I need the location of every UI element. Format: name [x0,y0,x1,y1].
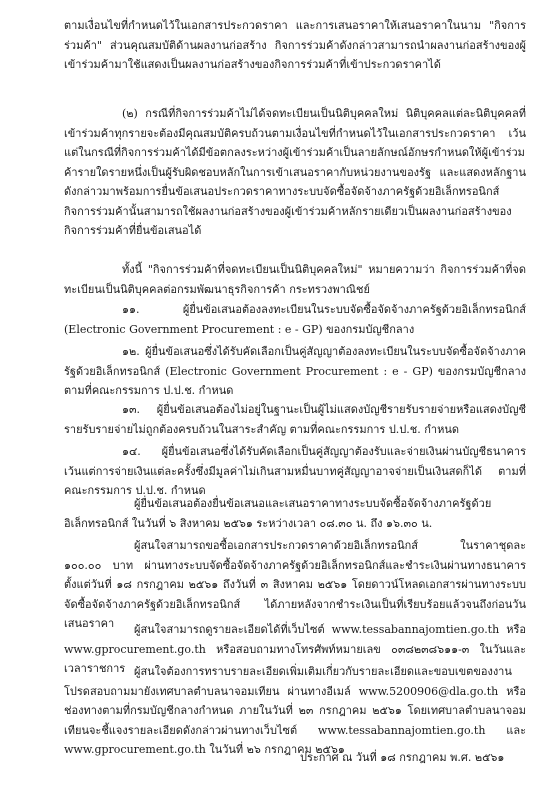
paragraph-item-12 [64,342,526,401]
text-paragraph: ผู้ยื่นข้อเสนอต้องยื่นข้อเสนอและเสนอราคาทางระบบจัดซื้อจัดจ้างภาครัฐด้วยอิเล็กทรอนิกส์ ในวันที่ ๖ สิงหาคม ๒๕๖๑ ระหว่างเวลา ๐๘.๓๐ น. ถึง ๑๖.๓๐ น. [64,497,492,530]
paragraph-definition [64,260,526,299]
paragraph-joint-venture-qualifications [64,16,526,75]
text-paragraph: ๑๔. ผู้ยื่นข้อเสนอซึ่งได้รับคัดเลือกเป็นคู่สัญญาต้องรับและจ่ายเงินผ่านบัญชีธนาคาร เว้นแต่การจ่ายเงินแต่ละครั้งซึ่งมีมูลค่าไม่เกินสามหมื่นบาทคู่สัญญาอาจจ่ายเป็นเงินสดก็ได้ ตามที่คณะกรรมการ ป.ป.ช. กำหนด [64,445,526,497]
paragraph-item-13 [64,400,526,439]
text-paragraph: ผู้สนใจต้องการทราบรายละเอียดเพิ่มเติมเกี่ยวกับรายละเอียดและขอบเขตของงาน โปรดสอบถามมายังเทศบาลตำบลนาจอมเทียน ผ่านทางอีเมล์ www.5200906@dla.go.th หรือช่องทางตามที่กรมบัญชีกลางกำหนด ภายในวันที่ ๒๓ กรกฎาคม ๒๕๖๑ โดยเทศบาลตำบลนาจอมเทียนจะชี้แจงรายละเอียดดังกล่าวผ่านทางเว็บไซต์ www.tessabannajomtien.go.th และ www.gprocurement.go.th ในวันที่ ๒๖ กรกฎาคม ๒๕๖๑ [64,665,526,756]
text-paragraph: ทั้งนี้ "กิจการร่วมค้าที่จดทะเบียนเป็นนิติบุคคลใหม่" หมายความว่า กิจการร่วมค้าที่จดทะเบียนเป็นนิติบุคคลต่อกรมพัฒนาธุรกิจการค้า กระทรวงพาณิชย์ [64,263,526,296]
paragraph-item-14 [64,442,526,501]
text-paragraph: ๑๒. ผู้ยื่นข้อเสนอซึ่งได้รับคัดเลือกเป็นคู่สัญญาต้องลงทะเบียนในระบบจัดซื้อจัดจ้างภาครัฐด้วยอิเล็กทรอนิกส์ (Electronic Government Procurement : e - GP) ของกรมบัญชีกลาง ตามที่คณะกรรมการ ป.ป.ช. กำหนด [64,345,526,397]
text-paragraph: ผู้สนใจสามารถขอซื้อเอกสารประกวดราคาด้วยอิเล็กทรอนิกส์ ในราคาชุดละ ๑๐๐.๐๐ บาท ผ่านทางระบบจัดซื้อจัดจ้างภาครัฐด้วยอิเล็กทรอนิกส์และชำระเงินผ่านทางธนาคาร ตั้งแต่วันที่ ๑๘ กรกฎาคม ๒๕๖๑ ถึงวันที่ ๓ สิงหาคม ๒๕๖๑ โดยดาวน์โหลดเอกสารผ่านทางระบบจัดซื้อจัดจ้างภาครัฐด้วยอิเล็กทรอนิกส์ ได้ภายหลังจากชำระเงินเป็นที่เรียบร้อยแล้วจนถึงก่อนวันเสนอราคา [64,539,526,630]
paragraph-clause-2 [64,104,526,241]
text-paragraph: ๑๑. ผู้ยื่นข้อเสนอต้องลงทะเบียนในระบบจัดซื้อจัดจ้างภาครัฐด้วยอิเล็กทรอนิกส์ (Electronic Government Procurement : e - GP) ของกรมบัญชีกลาง [64,303,526,336]
paragraph-further-details [64,662,526,760]
text-paragraph: ๑๓. ผู้ยื่นข้อเสนอต้องไม่อยู่ในฐานะเป็นผู้ไม่แสดงบัญชีรายรับรายจ่ายหรือแสดงบัญชีรายรับรายจ่ายไม่ถูกต้องครบถ้วนในสาระสำคัญ ตามที่คณะกรรมการ ป.ป.ช. กำหนด [64,403,526,436]
text-paragraph: ตามเงื่อนไขที่กำหนดไว้ในเอกสารประกวดราคา และการเสนอราคาให้เสนอราคาในนาม "กิจการร่วมค้า" ส่วนคุณสมบัติด้านผลงานก่อสร้าง กิจการร่วมค้าดังกล่าวสามารถนำผลงานก่อสร้างของผู้เข้าร่วมค้ามาใช้แสดงเป็นผลงานก่อสร้างของกิจการร่วมค้าที่เข้าประกวดราคาได้ [64,19,526,71]
announcement-date: ประกาศ ณ วันที่ ๑๘ กรกฎาคม พ.ศ. ๒๕๖๑ [300,751,505,764]
paragraph-item-11 [64,300,526,339]
paragraph-document-purchase [64,536,526,634]
text-paragraph: ผู้สนใจสามารถดูรายละเอียดได้ที่เว็บไซต์ www.tessabannajomtien.go.th หรือ www.gprocurement.go.th หรือสอบถามทางโทรศัพท์หมายเลข ๐๓๘๒๓๘๖๑๑-๓ ในวันและเวลาราชการ [64,623,526,675]
paragraph-submission-date [64,494,526,533]
text-paragraph: (๒) กรณีที่กิจการร่วมค้าไม่ได้จดทะเบียนเป็นนิติบุคคลใหม่ นิติบุคคลแต่ละนิติบุคคลที่เข้าร่วมค้าทุกรายจะต้องมีคุณสมบัติครบถ้วนตามเงื่อนไขที่กำหนดไว้ในเอกสารประกวดราคา เว้นแต่ในกรณีที่กิจการร่วมค้าได้มีข้อตกลงระหว่างผู้เข้าร่วมค้าเป็นลายลักษณ์อักษรกำหนดให้ผู้เข้าร่วมค้ารายใดรายหนึ่งเป็นผู้รับผิดชอบหลักในการเข้าเสนอราคากับหน่วยงานของรัฐ และแสดงหลักฐานดังกล่าวมาพร้อมการยื่นข้อเสนอประกวดราคาทางระบบจัดซื้อจัดจ้างภาครัฐด้วยอิเล็กทรอนิกส์ กิจการร่วมค้านั้นสามารถใช้ผลงานก่อสร้างของผู้เข้าร่วมค้าหลักรายเดียวเป็นผลงานก่อสร้างของกิจการร่วมค้าที่ยื่นข้อเสนอได้ [64,107,526,237]
